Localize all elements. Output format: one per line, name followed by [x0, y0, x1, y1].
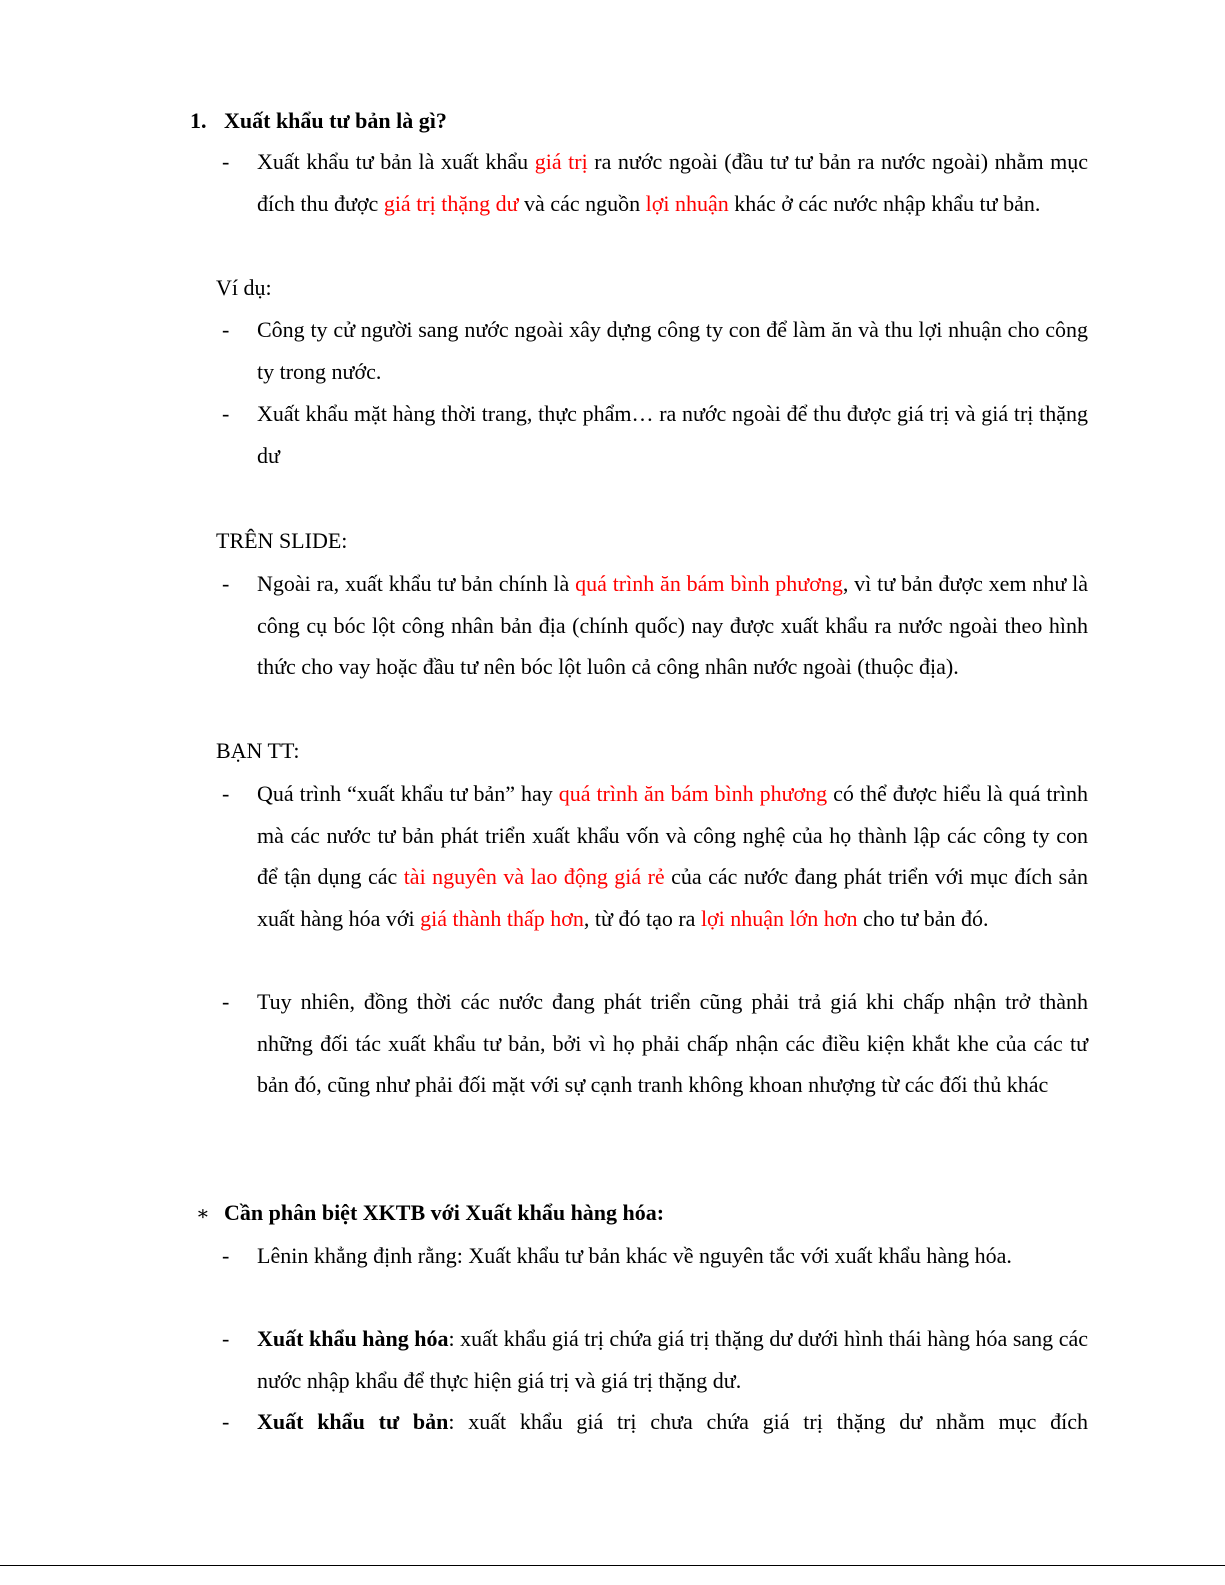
dash-marker: - [222, 571, 230, 596]
text-run: của các nước đang phát triển với mục đích sản xuất hàng hóa với [257, 864, 1088, 932]
bullet-text [257, 1401, 1088, 1443]
subsection-heading [196, 1196, 664, 1231]
bullet-text [257, 141, 1088, 224]
bullet-text: Lênin khẳng định rằng: Xuất khẩu tư bản khác về nguyên tắc với xuất khẩu hàng hóa. [257, 1243, 1012, 1268]
text-run: cho tư bản đó. [857, 906, 989, 932]
heading-title: Xuất khẩu tư bản là gì? [224, 108, 447, 133]
highlight-run: quá trình ăn bám bình phương [558, 781, 828, 806]
text-run: có thể được hiểu là quá trình mà các nước tư bản phát triển xuất khẩu vốn và công nghệ của họ thành lập các công ty con để tận dụng các [257, 781, 1088, 890]
text-run: : xuất khẩu giá trị chứa giá trị thặng dư dưới hình thái hàng hóa sang các nước nhập khẩu để thực hiện giá trị và giá trị thặng dư. [257, 1326, 1088, 1393]
text-run: ra nước ngoài (đầu tư tư bản ra nước ngoài) nhằm mục đích thu được [257, 149, 1088, 216]
bullet-example-2 [222, 393, 1088, 476]
dash-marker: - [222, 1409, 230, 1434]
subsection-title: Cần phân biệt XKTB với Xuất khẩu hàng hóa: [224, 1200, 665, 1225]
section-heading [190, 104, 447, 138]
bullet-slide [222, 563, 1088, 688]
bantt-label: BẠN TT: [216, 738, 300, 763]
highlight-run: giá trị [534, 149, 588, 174]
text-run: , vì tư bản được xem như là công cụ bóc lột công nhân bản địa (chính quốc) nay được xuất khẩu ra nước ngoài theo hình thức cho vay hoặc đầu tư nên bóc lột luôn cả công nhân nước ngoài (thuộc địa). [257, 571, 1088, 680]
bullet-example-1 [222, 309, 1088, 392]
bullet-definition [222, 141, 1088, 224]
bullet-capital-export [222, 1401, 1088, 1443]
bullet-bantt-2 [222, 981, 1088, 1106]
dash-marker: - [222, 317, 230, 342]
dash-marker: - [222, 781, 230, 806]
page-bottom-rule [0, 1565, 1225, 1566]
bullet-text: Công ty cử người sang nước ngoài xây dựng công ty con để làm ăn và thu lợi nhuận cho công ty trong nước. [257, 317, 1088, 384]
bold-term: Xuất khẩu hàng hóa [257, 1326, 449, 1351]
dash-marker: - [222, 401, 230, 426]
text-run: Xuất khẩu tư bản là xuất khẩu [257, 149, 535, 174]
bullet-text: Xuất khẩu mặt hàng thời trang, thực phẩm… ra nước ngoài để thu được giá trị và giá trị thặng dư [257, 401, 1088, 468]
bullet-text [257, 1318, 1088, 1401]
bullet-goods-export [222, 1318, 1088, 1401]
dash-marker: - [222, 1243, 230, 1268]
highlight-run: quá trình ăn bám bình phương [575, 571, 843, 596]
text-run: Quá trình “xuất khẩu tư bản” hay [257, 781, 559, 806]
highlight-run: lợi nhuận [645, 190, 729, 216]
asterisk-icon: ∗ [196, 1203, 210, 1225]
highlight-run: tài nguyên và lao động giá rẻ [403, 864, 665, 890]
dash-marker: - [222, 149, 230, 174]
bullet-text [257, 563, 1088, 688]
heading-number: 1. [190, 108, 207, 133]
bullet-bantt-1 [222, 773, 1088, 940]
bold-term: Xuất khẩu tư bản [257, 1409, 449, 1434]
text-run: Ngoài ra, xuất khẩu tư bản chính là [257, 571, 576, 596]
highlight-run: giá thành thấp hơn [420, 906, 584, 932]
text-run: , từ đó tạo ra [583, 906, 701, 932]
bullet-text: Tuy nhiên, đồng thời các nước đang phát triển cũng phải trả giá khi chấp nhận trở thành những đối tác xuất khẩu tư bản, bởi vì họ phải chấp nhận các điều kiện khắt khe của các tư bản đó, cũng như phải đối mặt với sự cạnh tranh không khoan nhượng từ các đối thủ khác [257, 989, 1088, 1098]
highlight-run: giá trị thặng dư [383, 190, 519, 216]
text-run: : xuất khẩu giá trị chưa chứa giá trị thặng dư nhằm mục đích [448, 1409, 1088, 1434]
highlight-run: lợi nhuận lớn hơn [700, 906, 858, 932]
text-run: khác ở các nước nhập khẩu tư bản. [728, 190, 1041, 216]
slide-label: TRÊN SLIDE: [216, 528, 348, 553]
text-run: và các nguồn [518, 190, 646, 216]
bullet-lenin [222, 1235, 1088, 1277]
bullet-text [257, 773, 1088, 940]
example-label: Ví dụ: [216, 275, 272, 300]
dash-marker: - [222, 989, 230, 1014]
dash-marker: - [222, 1326, 230, 1351]
